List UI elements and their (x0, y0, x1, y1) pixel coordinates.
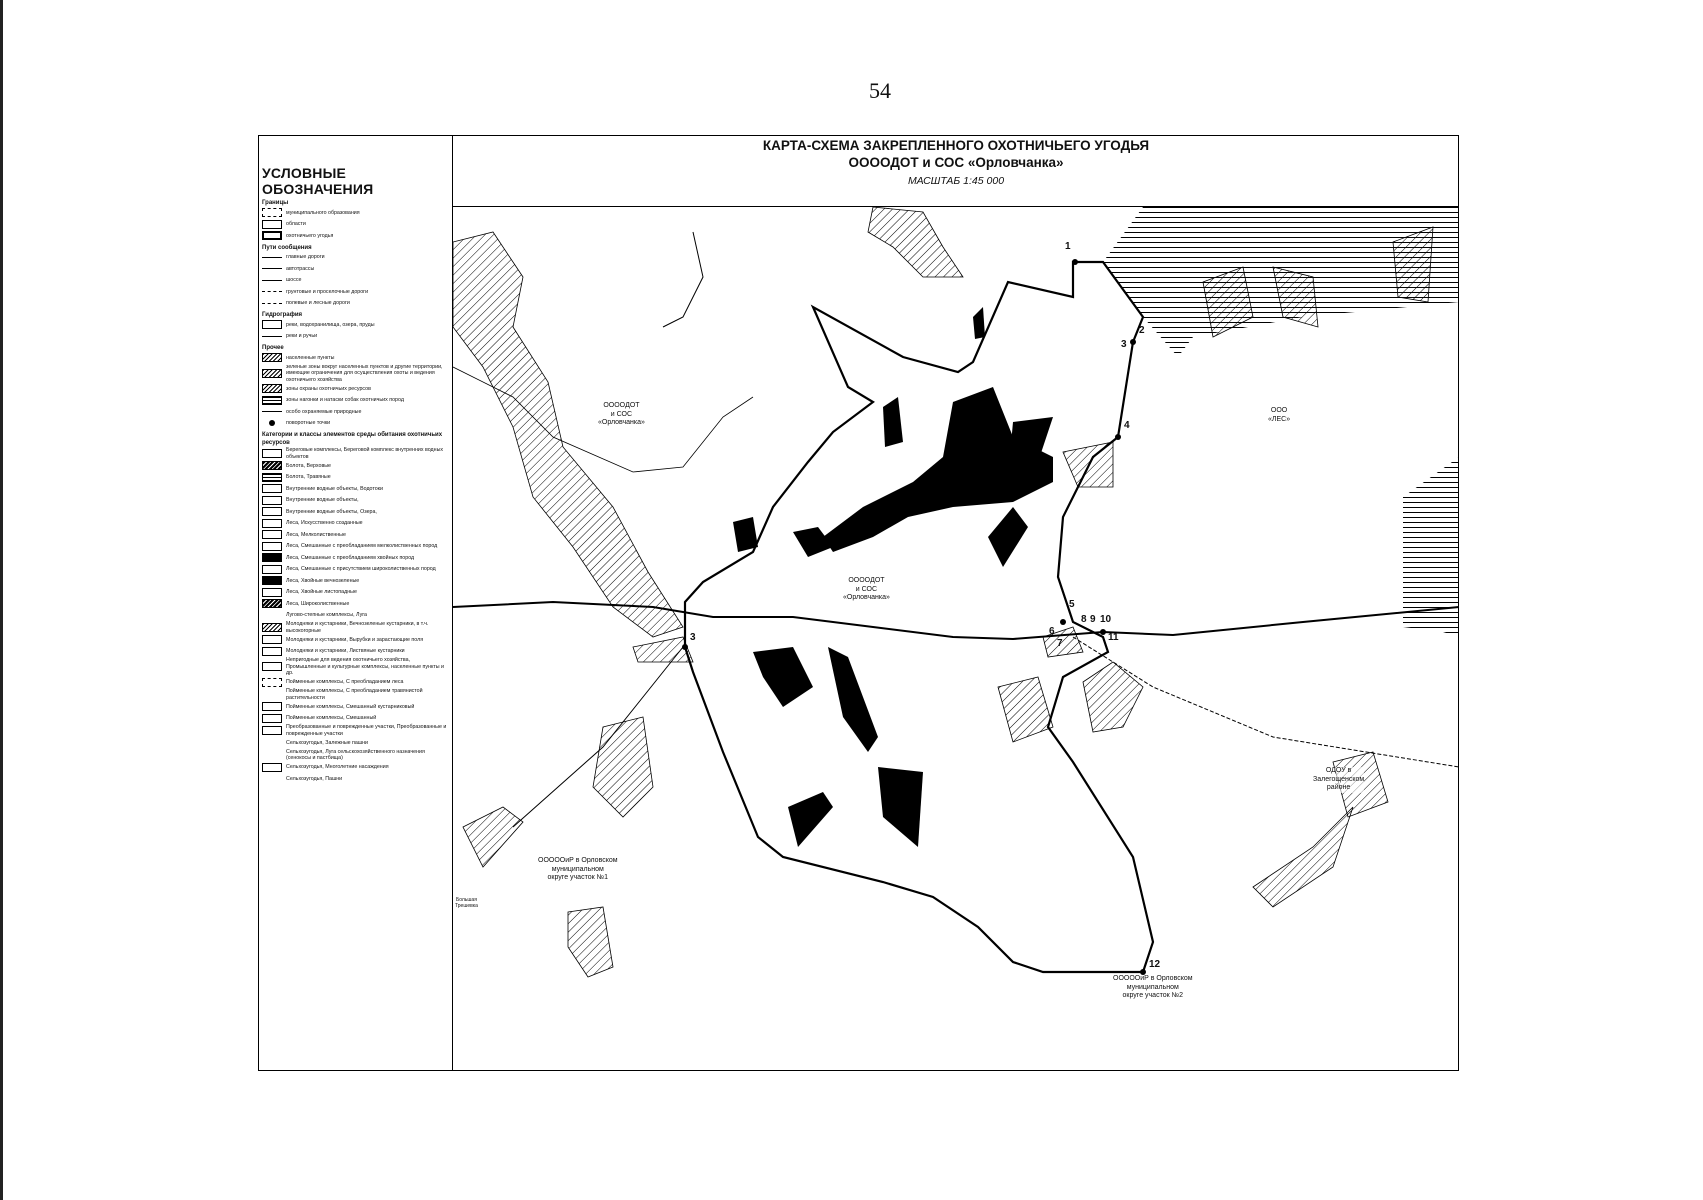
legend-symbol-icon (262, 678, 282, 687)
turning-point-label: 12 (1149, 959, 1161, 970)
legend-item-label: Леса, Смешанные с преобладанием хвойных пород (286, 554, 415, 561)
label-east-area: ОДОУ в Залегощенском районе (1313, 767, 1365, 791)
legend-item (262, 575, 449, 587)
legend-item (262, 724, 449, 737)
legend-item (262, 610, 449, 622)
map-area[interactable] (453, 206, 1459, 1071)
legend-symbol-icon (262, 530, 282, 539)
legend-item (262, 364, 449, 384)
legend-symbol-icon (262, 291, 282, 292)
legend-item (262, 634, 449, 646)
legend-symbol-icon (262, 662, 282, 671)
legend-item (262, 541, 449, 553)
legend-symbol-icon (262, 220, 282, 229)
legend-item (262, 483, 449, 495)
page-number: 54 (869, 78, 891, 103)
legend-section-heading: Категории и классы элементов среды обитания охотничьих ресурсов (262, 432, 443, 446)
legend-item (262, 762, 449, 774)
legend-item-label: Сельхозугодья, Луга сельскохозяйственного назначения (сенокосы и пастбища) (286, 748, 425, 761)
legend-title: УСЛОВНЫЕ ОБОЗНАЧЕНИЯ (262, 165, 374, 197)
legend-item-label: зоны нагонки и натаски собак охотничьих пород (286, 397, 404, 403)
legend-item-label: реки и ручьи (286, 333, 318, 339)
legend-item-label: Сельхозугодья, Залежные пашни (286, 739, 369, 746)
legend-item-label: населенные пункты (286, 354, 335, 361)
legend-item (262, 472, 449, 484)
turning-point-label: 1 (1065, 241, 1071, 252)
legend-item (262, 383, 449, 395)
legend-symbol-icon (262, 726, 282, 735)
turning-point-label: 6 (1049, 626, 1055, 637)
legend-item (262, 688, 449, 701)
legend-item (262, 352, 449, 364)
green-zone-west (453, 232, 683, 637)
legend-item-label: Леса, Искусственно созданные (286, 520, 363, 526)
legend-item-label: Пойменные комплексы, Смешанный (286, 715, 377, 721)
legend-item-label: Преобразованные и поврежденные участки, Преобразованные и поврежденные участки (286, 724, 447, 737)
scan-edge (0, 0, 3, 1200)
legend-symbol-icon (262, 553, 282, 562)
map-title-line1: КАРТА-СХЕМА ЗАКРЕПЛЕННОГО ОХОТНИЧЬЕГО УГОДЬЯ (762, 138, 1150, 153)
legend-symbol-icon (262, 461, 282, 470)
legend-symbol-icon (262, 690, 282, 699)
legend-item (262, 749, 449, 762)
turning-point-label: 9 (1090, 614, 1096, 625)
legend-item-label: Пойменные комплексы, С преобладанием травянистой растительности (286, 688, 423, 701)
legend-symbol-icon (262, 738, 282, 747)
legend-item (262, 598, 449, 610)
turning-point-label: 8 (1081, 614, 1087, 625)
legend-symbol-icon (262, 303, 282, 304)
legend-symbol-icon (262, 208, 282, 217)
legend-symbol-icon (262, 369, 282, 378)
legend-symbol-icon (262, 588, 282, 597)
legend-item (262, 529, 449, 541)
legend-item (262, 773, 449, 785)
map-title-block (453, 137, 1459, 187)
legend-item (262, 518, 449, 530)
turning-point-label: 7 (1057, 638, 1063, 649)
legend-symbol-icon (269, 420, 275, 426)
legend-section-heading: Прочее (262, 345, 284, 351)
legend-symbol-icon (262, 473, 282, 482)
legend-item (262, 331, 449, 343)
turning-point-label: 3 (690, 632, 696, 643)
legend-item (262, 657, 449, 677)
legend-item-label: Внутренние водные объекты, Водотоки (286, 485, 383, 492)
legend-item-label: области (286, 221, 306, 227)
legend-item (262, 677, 449, 689)
legend-item (262, 319, 449, 331)
legend-item-label: Леса, Смешанные с преобладанием мелколиственных пород (286, 543, 438, 549)
legend-item (262, 552, 449, 564)
label-small-place: Большая Трешевка (455, 897, 478, 909)
legend-section-heading: Пути сообщения (262, 244, 312, 251)
legend-item (262, 701, 449, 713)
legend-item (262, 286, 449, 298)
legend-item (262, 219, 449, 231)
legend-item-label: Молодняки и кустарники, Вечнозеленые кустарники, в т.ч. высокогорные (286, 621, 429, 634)
map-title-line2: ОOOОДОТ и СОС «Орловчанка» (848, 155, 1064, 170)
map-drawing (453, 207, 1459, 1071)
legend-item-label: шоссе (286, 277, 302, 283)
legend-symbol-icon (262, 231, 282, 240)
legend-item-label: зеленые зоны вокруг населенных пунктов и другие территории, имеющие ограничения для осуществления охоты и ведения охотничьего хозяйства (286, 363, 443, 383)
legend-item-label: полевые и лесные дороги (286, 300, 350, 306)
legend-symbol-icon (262, 484, 282, 493)
legend-symbol-icon (262, 565, 282, 574)
legend-symbol-icon (262, 496, 282, 505)
legend-symbol-icon (262, 507, 282, 516)
legend-item-label: Леса, Широколиственные (286, 600, 350, 607)
legend-item (262, 587, 449, 599)
legend-item-label: Внутренние водные объекты, (286, 497, 359, 503)
legend-symbol-icon (262, 320, 282, 329)
label-west-area: ОООOДОТ и СОС «Орловчанка» (598, 402, 645, 426)
label-southwest-area: ОOOOОиР в Орловском муниципальном округе участок №1 (538, 857, 618, 881)
legend-symbol-icon (262, 751, 282, 760)
legend-item-label: Сельхозугодья, Многолетние насаждения (286, 764, 389, 770)
turning-point-label: 10 (1100, 614, 1112, 625)
legend-item-label: Сельхозугодья, Пашни (286, 775, 343, 782)
legend-symbol-icon (262, 396, 282, 405)
main-road (453, 602, 1459, 639)
legend-item-label: Молодняки и кустарники, Листвяные кустарники (286, 648, 405, 654)
legend-item-label: автотрассы (286, 265, 315, 272)
legend-item (262, 737, 449, 749)
legend-item-label: Внутренние водные объекты, Озера, (286, 508, 377, 515)
legend-item-label: главные дороги (286, 254, 325, 260)
legend-item (262, 713, 449, 725)
legend-item-label: Пойменные комплексы, Смешанный кустарниковый (286, 703, 415, 710)
legend-item-label: Болота, Травяные (286, 474, 331, 480)
legend-symbol-icon (262, 714, 282, 723)
legend-item-label: Пойменные комплексы, С преобладанием леса (286, 679, 404, 685)
legend-item-label: особо охраняемые природные (286, 408, 362, 415)
legend-symbol-icon (262, 449, 282, 458)
legend-item (262, 230, 449, 242)
legend-symbol-icon (262, 384, 282, 393)
legend-item (262, 263, 449, 275)
legend-symbol-icon (262, 611, 282, 620)
legend-body (262, 199, 449, 785)
legend-symbol-icon (262, 280, 282, 281)
legend-section-heading: Границы (262, 200, 289, 206)
legend-item-label: зоны охраны охотничьих ресурсов (286, 385, 371, 392)
label-south-area: ОOOOОиР в Орловском муниципальном округе участок №2 (1113, 975, 1193, 999)
turning-point-label: 11 (1108, 632, 1119, 643)
legend-item-label: Леса, Смешанные с присутствием широколиственных пород (286, 566, 436, 572)
legend-section-heading: Гидрография (262, 312, 303, 318)
legend-item (262, 646, 449, 658)
legend-item (262, 207, 449, 219)
turning-point-label: 5 (1069, 599, 1075, 610)
legend-item (262, 495, 449, 507)
legend-item (262, 298, 449, 310)
legend-item (262, 506, 449, 518)
legend-item-label: Леса, Хвойные листопадные (286, 589, 357, 595)
legend-item-label: грунтовые и проселочные дороги (286, 288, 369, 295)
label-northeast-area: ООО «ЛЕС» (1268, 407, 1291, 423)
turning-point-label: 4 (1124, 420, 1130, 431)
map-scale: МАСШТАБ 1:45 000 (907, 175, 1005, 187)
legend-item (262, 447, 449, 460)
legend-symbol-icon (262, 702, 282, 711)
legend-item (262, 621, 449, 634)
legend-item-label: Болота, Верховые (286, 462, 332, 469)
legend-symbol-icon (262, 774, 282, 783)
secondary-road (513, 647, 683, 827)
legend-symbol-icon (262, 353, 282, 362)
legend-item-label: муниципального образования (286, 209, 360, 216)
turning-point-label: 3 (1121, 339, 1127, 350)
legend-symbol-icon (262, 647, 282, 656)
legend-symbol-icon (262, 576, 282, 585)
legend-symbol-icon (262, 411, 282, 412)
legend-symbol-icon (262, 336, 282, 337)
legend-item (262, 406, 449, 418)
legend-symbol-icon (262, 635, 282, 644)
legend-item-label: Леса, Мелколиственные (286, 531, 346, 538)
label-center-area: ОООOДОТ и СОС «Орловчанка» (843, 577, 890, 601)
legend-item-label: Леса, Хвойные вечнозеленые (286, 577, 360, 584)
legend-item-label: поворотные точки (286, 420, 331, 426)
legend-item-label: Непригодные для ведения охотничьего хозяйства, Промышленные и культурные комплексы, населенные пункты и др. (286, 657, 444, 676)
legend-item-label: Береговые комплексы, Береговой комплекс внутренних водных объектов (286, 447, 444, 460)
legend-item (262, 418, 449, 430)
coniferous-forests (733, 307, 1053, 847)
legend-item (262, 395, 449, 407)
legend-symbol-icon (262, 599, 282, 608)
legend-item (262, 252, 449, 264)
stream-north (663, 232, 703, 327)
turning-point-label: 2 (1139, 325, 1145, 336)
legend-symbol-icon (262, 268, 282, 269)
legend-item-label: Молодняки и кустарники, Вырубки и зарастающие поля (286, 636, 424, 643)
legend-item (262, 275, 449, 287)
legend-symbol-icon (262, 542, 282, 551)
legend-panel (258, 135, 453, 1071)
legend-item-label: Лугово-степные комплексы, Луга (286, 612, 367, 618)
legend-symbol-icon (262, 257, 282, 258)
legend-symbol-icon (262, 623, 282, 632)
legend-item (262, 564, 449, 576)
legend-symbol-icon (262, 763, 282, 772)
legend-item-label: реки, водохранилища, озера, пруды (286, 321, 375, 328)
legend-item (262, 460, 449, 472)
legend-symbol-icon (262, 519, 282, 528)
legend-item-label: охотничьего угодья (286, 232, 334, 239)
